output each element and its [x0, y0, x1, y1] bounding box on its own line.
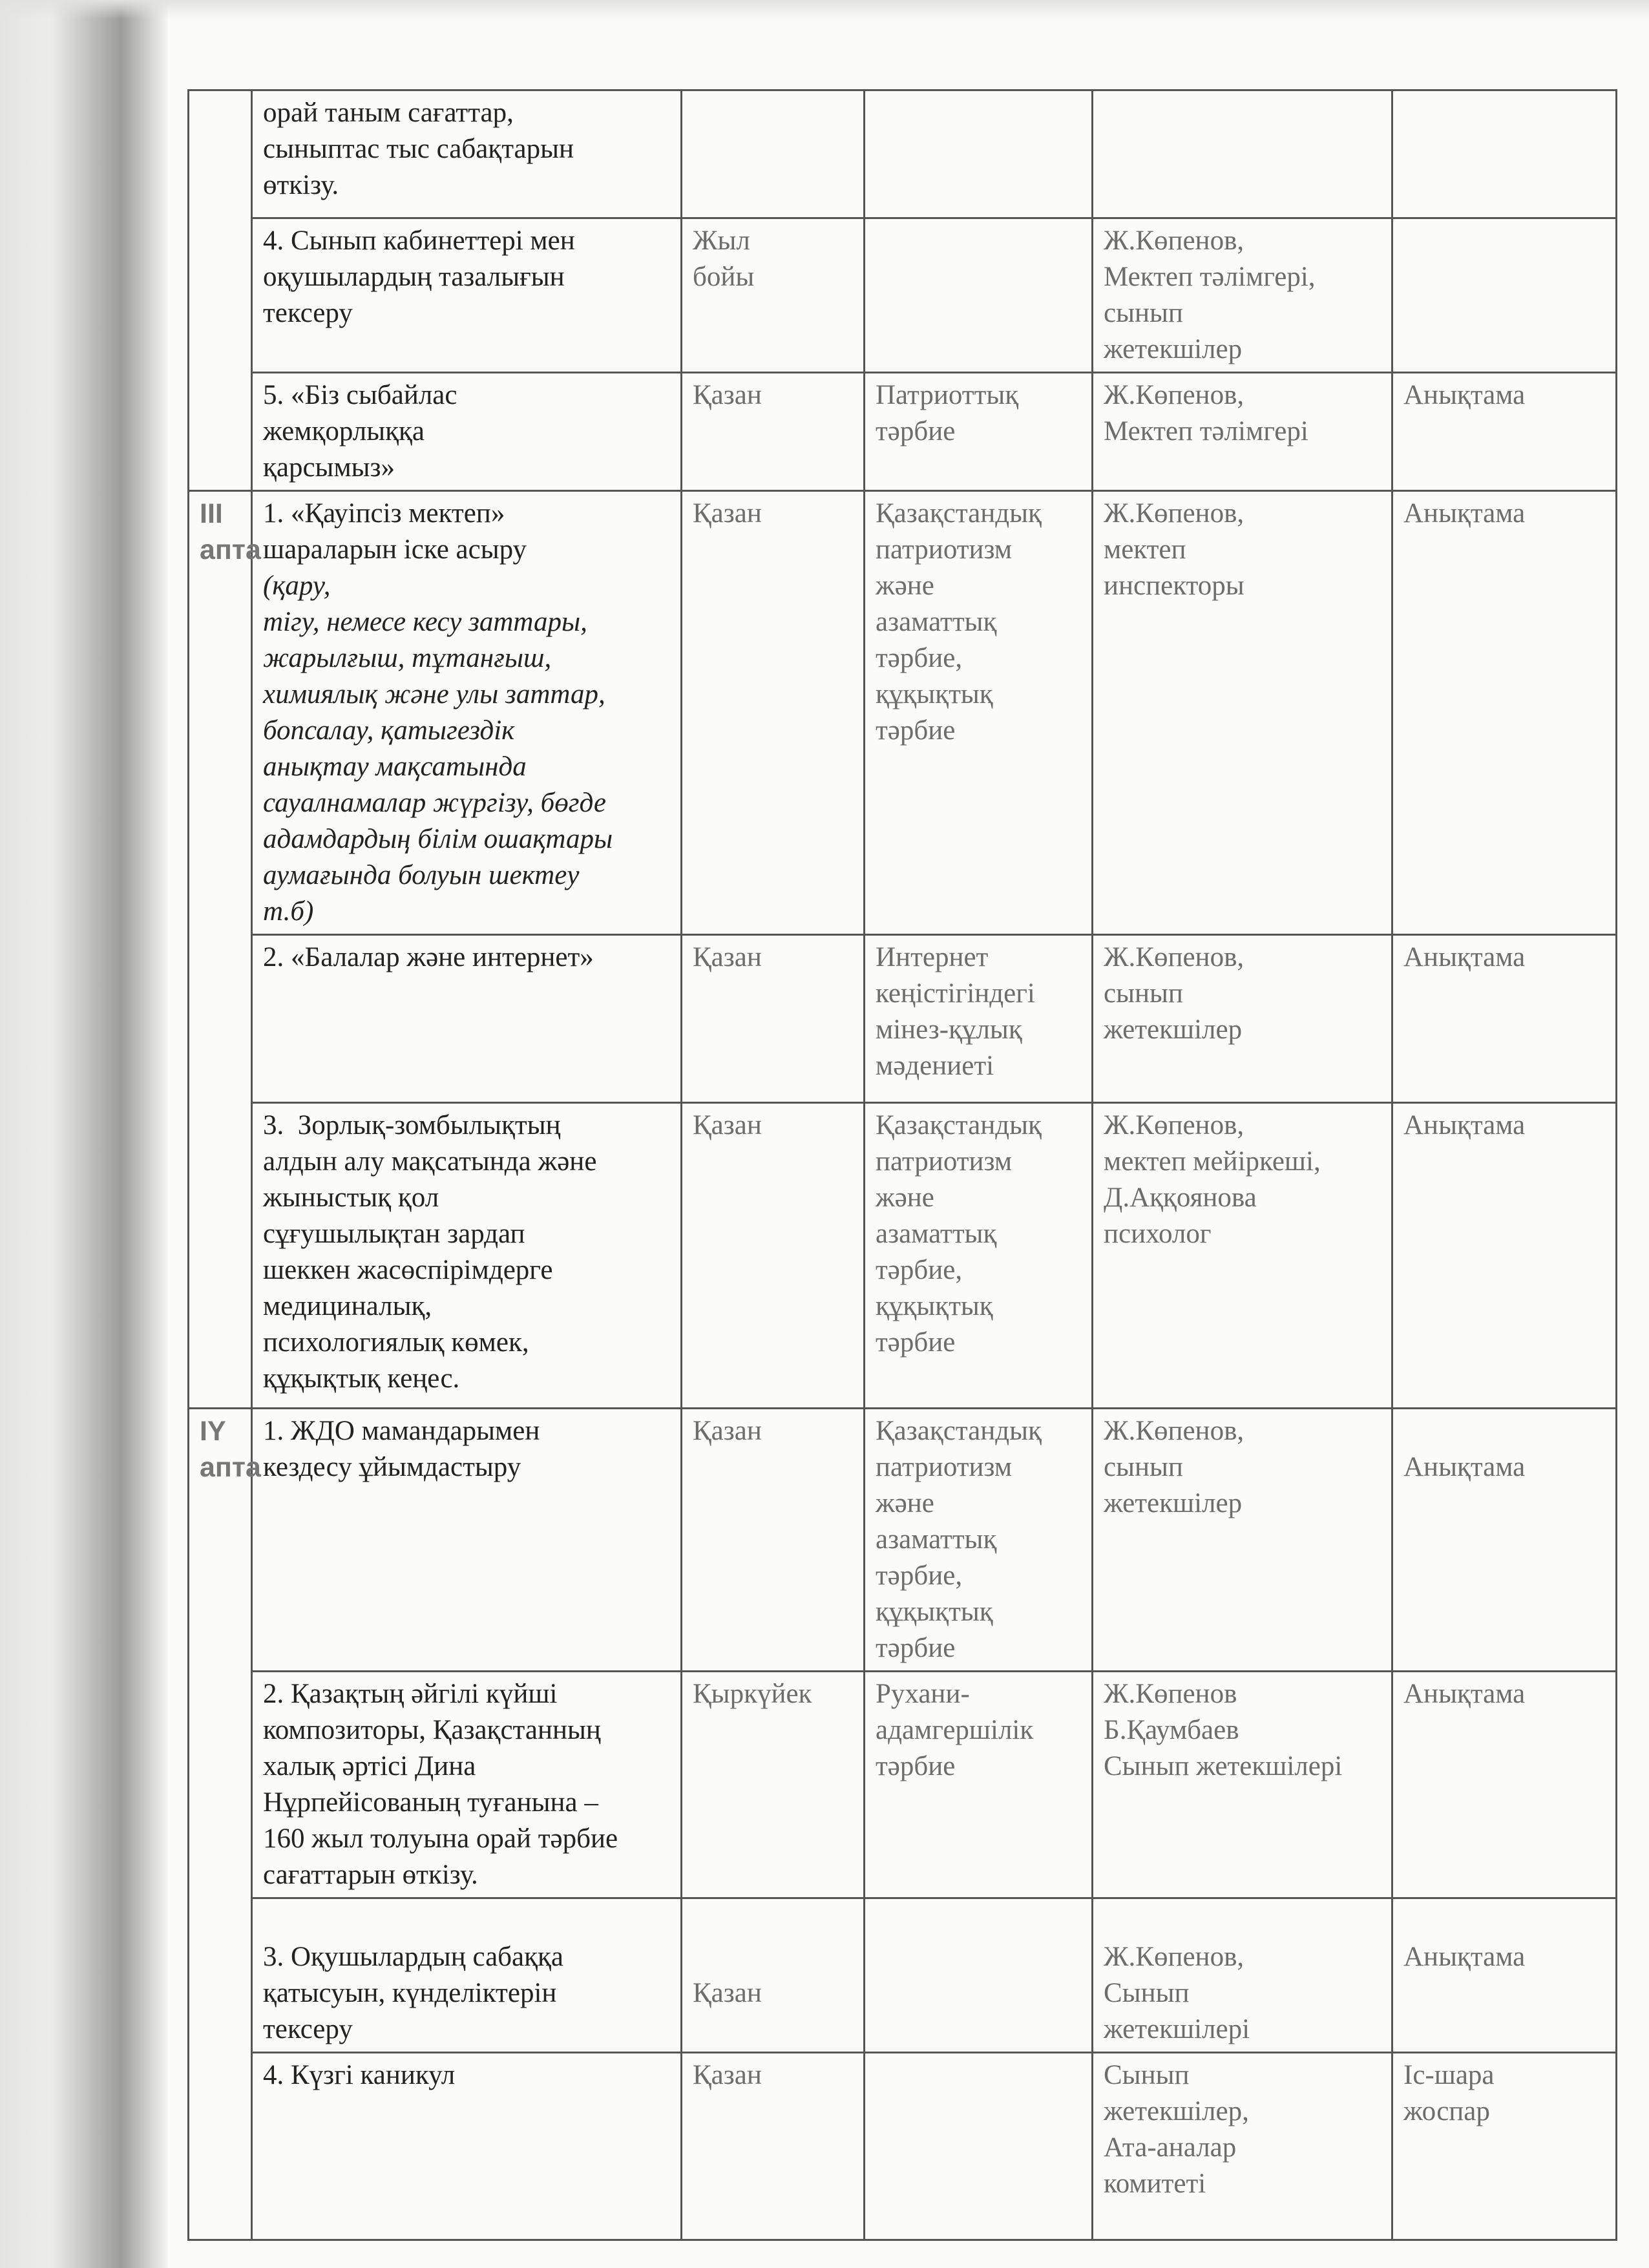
cell-line: тексеру	[263, 298, 353, 328]
cell-line: психолог	[1104, 1219, 1212, 1249]
result-cell	[1392, 90, 1617, 218]
event-cell	[252, 491, 682, 935]
cell-line: бойы	[693, 262, 755, 292]
cell-line: адамдардың білім ошақтары	[263, 824, 613, 854]
cell-line: құқықтық	[876, 679, 993, 709]
page-top-shadow	[0, 0, 1649, 19]
table-row	[189, 1103, 1617, 1409]
cell-line: сауалнамалар жүргізу, бөгде	[263, 788, 606, 818]
direction-cell	[865, 491, 1093, 935]
cell-line: Қазақстандық	[876, 1416, 1042, 1446]
cell-line: жетекшілер	[1104, 1014, 1243, 1045]
event-cell	[252, 1409, 682, 1672]
direction-cell	[865, 1672, 1093, 1898]
cell-line: 3. Зорлық-зомбылықтың	[263, 1110, 561, 1140]
cell-line: Ж.Көпенов,	[1104, 226, 1245, 256]
cell-line: 1. ЖДО мамандарымен	[263, 1416, 540, 1446]
direction-cell	[865, 90, 1093, 218]
cell-line: құқықтық	[876, 1597, 993, 1627]
responsible-cell	[1093, 2053, 1392, 2240]
cell-line: қатысуын, күнделіктерін	[263, 1978, 557, 2008]
responsible-cell	[1093, 1409, 1392, 1672]
cell-line: патриотизм	[876, 534, 1013, 565]
time-cell	[682, 491, 865, 935]
direction-cell	[865, 2053, 1093, 2240]
cell-line: Ж.Көпенов,	[1104, 380, 1245, 410]
cell-line: азаматтық	[876, 1219, 997, 1249]
week-cell: III апта	[189, 491, 252, 1409]
cell-line: медициналық,	[263, 1291, 432, 1321]
cell-line: сағаттарын өткізу.	[263, 1860, 478, 1890]
result-cell	[1392, 2053, 1617, 2240]
cell-line: Қазан	[693, 2060, 762, 2090]
cell-line: жарылғыш, тұтанғыш,	[263, 643, 552, 673]
cell-line: жоспар	[1403, 2096, 1490, 2126]
cell-line: Қазан	[693, 1416, 762, 1446]
cell-line	[693, 1939, 854, 1975]
event-cell	[252, 1672, 682, 1898]
cell-line: адамгершілік	[876, 1715, 1034, 1745]
cell-line: тәрбие	[876, 715, 956, 746]
table-row	[189, 90, 1617, 218]
cell-line: Іс-шара	[1403, 2060, 1495, 2090]
cell-line: 160 жыл толуына орай тәрбие	[263, 1823, 618, 1854]
direction-cell	[865, 1409, 1093, 1672]
cell-line: тәрбие,	[876, 1560, 963, 1591]
cell-line: патриотизм	[876, 1146, 1013, 1177]
cell-line: Анықтама	[1403, 1110, 1526, 1140]
cell-line: Мектеп тәлімгері,	[1104, 262, 1316, 292]
cell-line: Қазан	[693, 942, 762, 972]
result-cell	[1392, 491, 1617, 935]
cell-line: және	[876, 1182, 934, 1213]
cell-line: жемқорлыққа	[263, 416, 425, 446]
result-cell	[1392, 218, 1617, 373]
responsible-cell	[1093, 1103, 1392, 1409]
cell-line: жетекшілері	[1104, 2014, 1250, 2044]
cell-line: Қазан	[693, 1978, 762, 2008]
cell-line: сынып	[1104, 978, 1183, 1009]
responsible-cell	[1093, 373, 1392, 491]
cell-line: Ата-аналар	[1104, 2132, 1237, 2163]
responsible-cell	[1093, 491, 1392, 935]
result-cell	[1392, 935, 1617, 1103]
cell-line: Ж.Көпенов,	[1104, 1942, 1245, 1972]
cell-line: патриотизм	[876, 1452, 1013, 1482]
cell-line: Интернет	[876, 942, 989, 972]
cell-line: психологиялық көмек,	[263, 1327, 529, 1358]
cell-line: 2. «Балалар және интернет»	[263, 942, 594, 972]
cell-line: Сынып	[1104, 1978, 1190, 2008]
cell-line	[263, 1903, 671, 1939]
cell-line: Ж.Көпенов,	[1104, 942, 1245, 972]
cell-line: инспекторы	[1104, 571, 1245, 601]
cell-line: Қазақстандық	[876, 498, 1042, 529]
event-cell	[252, 218, 682, 373]
cell-line: Ж.Көпенов,	[1104, 498, 1245, 529]
cell-line: т.б)	[263, 896, 314, 927]
result-cell	[1392, 1409, 1617, 1672]
direction-cell	[865, 935, 1093, 1103]
cell-line: алдын алу мақсатында және	[263, 1146, 597, 1177]
direction-cell	[865, 373, 1093, 491]
event-cell	[252, 1103, 682, 1409]
time-cell	[682, 1409, 865, 1672]
cell-line: Б.Қаумбаев	[1104, 1715, 1239, 1745]
event-cell	[252, 373, 682, 491]
direction-cell	[865, 1898, 1093, 2053]
cell-line: 2. Қазақтың әйгілі күйші	[263, 1679, 558, 1709]
table-row	[189, 1672, 1617, 1898]
cell-line: жетекшілер	[1104, 334, 1243, 364]
cell-line: Ж.Көпенов,	[1104, 1110, 1245, 1140]
cell-line: Сынып жетекшілері	[1104, 1751, 1343, 1781]
cell-line: 5. «Біз сыбайлас	[263, 380, 457, 410]
event-cell	[252, 90, 682, 218]
cell-line: мектеп	[1104, 534, 1186, 565]
book-binding-shadow	[0, 0, 168, 2268]
cell-line: және	[876, 1488, 934, 1518]
cell-line: (қару,	[263, 571, 331, 601]
cell-line: аумағында болуын шектеу	[263, 860, 580, 890]
cell-line: тігу, немесе кесу заттары,	[263, 607, 587, 637]
cell-line: химиялық және улы заттар,	[263, 679, 605, 709]
time-cell	[682, 2053, 865, 2240]
cell-line: мектеп мейіркеші,	[1104, 1146, 1321, 1177]
cell-line: оқушылардың тазалығын	[263, 262, 565, 292]
cell-line: Мектеп тәлімгері	[1104, 416, 1308, 446]
cell-line: кездесу ұйымдастыру	[263, 1452, 521, 1482]
cell-line: тәрбие,	[876, 1255, 963, 1285]
cell-line: Анықтама	[1403, 942, 1526, 972]
cell-line: Анықтама	[1403, 380, 1526, 410]
cell-line: шеккен жасөспірімдерге	[263, 1255, 553, 1285]
cell-line: Жыл	[693, 226, 750, 256]
time-cell	[682, 90, 865, 218]
cell-line	[1403, 1413, 1606, 1449]
cell-line: 3. Оқушылардың сабаққа	[263, 1942, 563, 1972]
event-cell	[252, 1898, 682, 2053]
cell-line	[1104, 1903, 1382, 1939]
cell-line: Анықтама	[1403, 1942, 1526, 1972]
cell-line: тәрбие	[876, 1751, 956, 1781]
week-cell: IY апта	[189, 1409, 252, 2240]
cell-line: мәдениеті	[876, 1051, 994, 1081]
table-row	[189, 218, 1617, 373]
cell-line: халық әртісі Дина	[263, 1751, 476, 1781]
cell-line: тәрбие	[876, 1327, 956, 1358]
time-cell	[682, 1672, 865, 1898]
event-cell	[252, 935, 682, 1103]
table-row	[189, 935, 1617, 1103]
cell-line: жетекшілер	[1104, 1488, 1243, 1518]
time-cell	[682, 218, 865, 373]
cell-line: тәрбие,	[876, 643, 963, 673]
cell-line: өткізу.	[263, 170, 339, 200]
cell-line: бопсалау, қатыгездік	[263, 715, 515, 746]
cell-line: Қазан	[693, 380, 762, 410]
cell-line	[1403, 1903, 1606, 1939]
cell-line: Нұрпейісованың туғанына –	[263, 1787, 598, 1818]
responsible-cell	[1093, 90, 1392, 218]
direction-cell	[865, 218, 1093, 373]
cell-line: тексеру	[263, 2014, 353, 2044]
table-row	[189, 1898, 1617, 2053]
cell-line: сынып	[1104, 298, 1183, 328]
activity-plan-table	[187, 89, 1617, 2241]
table-row	[189, 491, 1617, 935]
cell-line: жетекшілер,	[1104, 2096, 1249, 2126]
result-cell	[1392, 1103, 1617, 1409]
cell-line: Анықтама	[1403, 1679, 1526, 1709]
cell-line: сұғушылықтан зардап	[263, 1219, 525, 1249]
cell-line: Д.Аққоянова	[1104, 1182, 1257, 1213]
cell-line: Рухани-	[876, 1679, 970, 1709]
cell-line: қарсымыз»	[263, 452, 395, 483]
responsible-cell	[1093, 218, 1392, 373]
cell-line: анықтау мақсатында	[263, 751, 527, 782]
cell-line: Ж.Көпенов	[1104, 1679, 1237, 1709]
cell-line: шараларын іске асыру	[263, 534, 527, 565]
cell-line: Қазақстандық	[876, 1110, 1042, 1140]
table-row	[189, 2053, 1617, 2240]
cell-line: Сынып	[1104, 2060, 1190, 2090]
cell-line: Ж.Көпенов,	[1104, 1416, 1245, 1446]
cell-line: құқықтық кеңес.	[263, 1363, 460, 1394]
cell-line: жыныстық қол	[263, 1182, 439, 1213]
cell-line: тәрбие	[876, 416, 956, 446]
cell-line: Патриоттық	[876, 380, 1019, 410]
cell-line: мінез-құлық	[876, 1014, 1022, 1045]
result-cell	[1392, 373, 1617, 491]
cell-line: Анықтама	[1403, 498, 1526, 529]
table-row	[189, 1409, 1617, 1672]
time-cell	[682, 935, 865, 1103]
direction-cell	[865, 1103, 1093, 1409]
cell-line: азаматтық	[876, 607, 997, 637]
week-cell	[189, 90, 252, 491]
time-cell	[682, 1103, 865, 1409]
cell-line: комитеті	[1104, 2168, 1206, 2199]
cell-line: Қазан	[693, 498, 762, 529]
result-cell	[1392, 1898, 1617, 2053]
cell-line	[693, 1903, 854, 1939]
cell-line: сыныптас тыс сабақтарын	[263, 134, 574, 164]
cell-line: құқықтық	[876, 1291, 993, 1321]
cell-line: 4. Сынып кабинеттері мен	[263, 226, 575, 256]
cell-line: кеңістігіндегі	[876, 978, 1035, 1009]
cell-line: 1. «Қауіпсіз мектеп»	[263, 498, 505, 529]
cell-line: Анықтама	[1403, 1452, 1526, 1482]
cell-line: сынып	[1104, 1452, 1183, 1482]
cell-line: композиторы, Қазақстанның	[263, 1715, 601, 1745]
cell-line: Қазан	[693, 1110, 762, 1140]
responsible-cell	[1093, 1898, 1392, 2053]
time-cell	[682, 1898, 865, 2053]
responsible-cell	[1093, 935, 1392, 1103]
table-row	[189, 373, 1617, 491]
cell-line: азаматтық	[876, 1524, 997, 1555]
time-cell	[682, 373, 865, 491]
cell-line: 4. Күзгі каникул	[263, 2060, 456, 2090]
responsible-cell	[1093, 1672, 1392, 1898]
result-cell	[1392, 1672, 1617, 1898]
event-cell	[252, 2053, 682, 2240]
cell-line: Қыркүйек	[693, 1679, 812, 1709]
cell-line: орай таным сағаттар,	[263, 98, 514, 128]
cell-line: тәрбие	[876, 1633, 956, 1663]
cell-line: және	[876, 571, 934, 601]
